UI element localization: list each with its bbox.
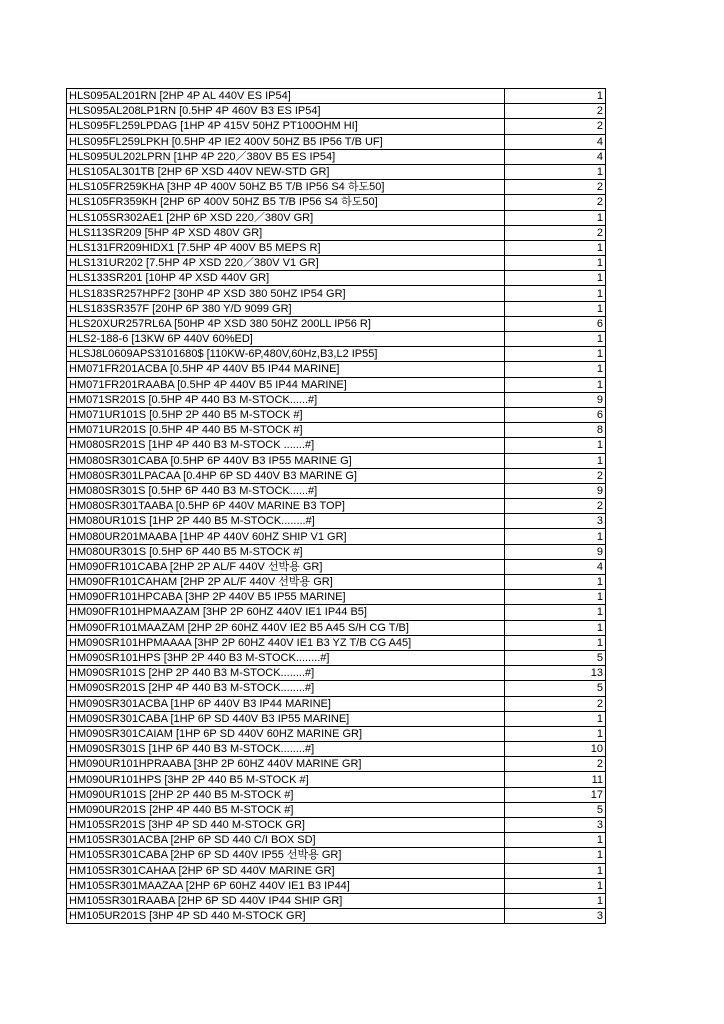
item-description-cell: HM080UR301S [0.5HP 6P 440 B5 M-STOCK #]	[67, 544, 505, 559]
table-row	[67, 362, 606, 377]
item-description-cell: HLS183SR357F [20HP 6P 380 Y/D 9099 GR]	[67, 301, 505, 316]
table-row	[67, 848, 606, 863]
item-description-cell: HM105SR301RAABA [2HP 6P SD 440V IP44 SHIP GR]	[67, 893, 505, 908]
table-row	[67, 681, 606, 696]
item-quantity-cell: 4	[505, 134, 606, 149]
item-quantity-cell: 2	[505, 757, 606, 772]
item-quantity-cell: 5	[505, 681, 606, 696]
item-quantity-cell: 17	[505, 787, 606, 802]
item-description-cell: HLS095AL208LP1RN [0.5HP 4P 460V B3 ES IP54]	[67, 104, 505, 119]
item-quantity-cell: 2	[505, 225, 606, 240]
item-description-cell: HM105SR301ACBA [2HP 6P SD 440 C/I BOX SD]	[67, 833, 505, 848]
table-row	[67, 286, 606, 301]
item-description-cell: HLS20XUR257RL6A [50HP 4P XSD 380 50HZ 200LL IP56 R]	[67, 316, 505, 331]
item-quantity-cell: 6	[505, 407, 606, 422]
item-description-cell: HM090SR101S [2HP 2P 440 B3 M-STOCK........#]	[67, 666, 505, 681]
item-quantity-cell: 2	[505, 468, 606, 483]
table-row	[67, 119, 606, 134]
table-row	[67, 180, 606, 195]
item-quantity-cell: 1	[505, 878, 606, 893]
item-description-cell: HLS183SR257HPF2 [30HP 4P XSD 380 50HZ IP54 GR]	[67, 286, 505, 301]
item-description-cell: HM071UR101S [0.5HP 2P 440 B5 M-STOCK #]	[67, 407, 505, 422]
table-row	[67, 407, 606, 422]
table-row	[67, 590, 606, 605]
item-quantity-cell: 4	[505, 149, 606, 164]
item-description-cell: HLS2-188-6 [13KW 6P 440V 60%ED]	[67, 332, 505, 347]
table-row	[67, 863, 606, 878]
item-description-cell: HM090UR101S [2HP 2P 440 B5 M-STOCK #]	[67, 787, 505, 802]
table-row	[67, 620, 606, 635]
item-description-cell: HM090SR301CABA [1HP 6P SD 440V B3 IP55 MARINE]	[67, 711, 505, 726]
table-row	[67, 529, 606, 544]
item-description-cell: HM105SR301CABA [2HP 6P SD 440V IP55 선박용 GR]	[67, 848, 505, 863]
item-quantity-cell: 1	[505, 377, 606, 392]
item-description-cell: HM090SR301ACBA [1HP 6P 440V B3 IP44 MARINE]	[67, 696, 505, 711]
table-row	[67, 742, 606, 757]
table-row	[67, 332, 606, 347]
table-row	[67, 818, 606, 833]
table-row	[67, 909, 606, 924]
item-description-cell: HM090FR101HPMAAZAM [3HP 2P 60HZ 440V IE1 IP44 B5]	[67, 605, 505, 620]
item-description-cell: HM090SR101HPMAAAA [3HP 2P 60HZ 440V IE1 B3 YZ T/B CG A45]	[67, 635, 505, 650]
item-quantity-cell: 2	[505, 499, 606, 514]
item-quantity-cell: 1	[505, 590, 606, 605]
item-description-cell: HM105UR201S [3HP 4P SD 440 M-STOCK GR]	[67, 909, 505, 924]
item-description-cell: HM090FR101MAAZAM [2HP 2P 60HZ 440V IE2 B5 A45 S/H CG T/B]	[67, 620, 505, 635]
item-description-cell: HM080SR301CABA [0.5HP 6P 440V B3 IP55 MARINE G]	[67, 453, 505, 468]
table-row	[67, 605, 606, 620]
item-description-cell: HLSJ8L0609APS3101680$ [110KW-6P,480V,60Hz,B3,L2 IP55]	[67, 347, 505, 362]
table-row	[67, 240, 606, 255]
item-quantity-cell: 1	[505, 711, 606, 726]
item-quantity-cell: 1	[505, 347, 606, 362]
item-description-cell: HM105SR301MAAZAA [2HP 6P 60HZ 440V IE1 B3 IP44]	[67, 878, 505, 893]
item-description-cell: HLS095FL259LPDAG [1HP 4P 415V 50HZ PT100OHM HI]	[67, 119, 505, 134]
item-quantity-cell: 2	[505, 104, 606, 119]
item-description-cell: HM090FR101CAHAM [2HP 2P AL/F 440V 선박용 GR]	[67, 575, 505, 590]
table-row	[67, 377, 606, 392]
item-quantity-cell: 8	[505, 423, 606, 438]
item-quantity-cell: 9	[505, 544, 606, 559]
table-row	[67, 104, 606, 119]
item-description-cell: HLS105SR302AE1 [2HP 6P XSD 220／380V GR]	[67, 210, 505, 225]
item-description-cell: HM090UR101HPRAABA [3HP 2P 60HZ 440V MARINE GR]	[67, 757, 505, 772]
item-description-cell: HM090UR101HPS [3HP 2P 440 B5 M-STOCK #]	[67, 772, 505, 787]
item-description-cell: HLS095UL202LPRN [1HP 4P 220／380V B5 ES IP54]	[67, 149, 505, 164]
item-quantity-cell: 1	[505, 635, 606, 650]
table-row	[67, 559, 606, 574]
table-row	[67, 392, 606, 407]
item-quantity-cell: 3	[505, 514, 606, 529]
item-quantity-cell: 1	[505, 726, 606, 741]
item-description-cell: HLS105AL301TB [2HP 6P XSD 440V NEW-STD GR]	[67, 164, 505, 179]
table-row	[67, 483, 606, 498]
item-description-cell: HM071FR201RAABA [0.5HP 4P 440V B5 IP44 MARINE]	[67, 377, 505, 392]
item-quantity-cell: 1	[505, 332, 606, 347]
item-quantity-cell: 1	[505, 271, 606, 286]
item-quantity-cell: 1	[505, 362, 606, 377]
item-description-cell: HM080SR201S [1HP 4P 440 B3 M-STOCK .......#]	[67, 438, 505, 453]
item-description-cell: HM080SR301S [0.5HP 6P 440 B3 M-STOCK......#]	[67, 483, 505, 498]
item-quantity-cell: 1	[505, 529, 606, 544]
table-row	[67, 301, 606, 316]
table-row	[67, 195, 606, 210]
item-quantity-cell: 11	[505, 772, 606, 787]
table-row	[67, 514, 606, 529]
item-quantity-cell: 3	[505, 818, 606, 833]
item-quantity-cell: 6	[505, 316, 606, 331]
item-quantity-cell: 1	[505, 89, 606, 104]
item-description-cell: HM105SR301CAHAA [2HP 6P SD 440V MARINE GR]	[67, 863, 505, 878]
item-quantity-cell: 1	[505, 575, 606, 590]
item-quantity-cell: 2	[505, 696, 606, 711]
parts-table-body	[67, 89, 606, 924]
table-row	[67, 149, 606, 164]
table-row	[67, 772, 606, 787]
item-quantity-cell: 1	[505, 240, 606, 255]
table-row	[67, 833, 606, 848]
table-row	[67, 256, 606, 271]
item-quantity-cell: 1	[505, 893, 606, 908]
table-row	[67, 787, 606, 802]
item-quantity-cell: 13	[505, 666, 606, 681]
item-description-cell: HM071SR201S [0.5HP 4P 440 B3 M-STOCK......#]	[67, 392, 505, 407]
item-description-cell: HM080UR101S [1HP 2P 440 B5 M-STOCK........#]	[67, 514, 505, 529]
table-row	[67, 650, 606, 665]
item-quantity-cell: 1	[505, 605, 606, 620]
item-description-cell: HM105SR201S [3HP 4P SD 440 M-STOCK GR]	[67, 818, 505, 833]
item-quantity-cell: 9	[505, 392, 606, 407]
table-row	[67, 878, 606, 893]
item-quantity-cell: 1	[505, 453, 606, 468]
table-row	[67, 499, 606, 514]
item-description-cell: HM090SR301CAIAM [1HP 6P SD 440V 60HZ MARINE GR]	[67, 726, 505, 741]
item-description-cell: HLS133SR201 [10HP 4P XSD 440V GR]	[67, 271, 505, 286]
table-row	[67, 544, 606, 559]
item-quantity-cell: 5	[505, 802, 606, 817]
item-description-cell: HM071UR201S [0.5HP 4P 440 B5 M-STOCK #]	[67, 423, 505, 438]
item-quantity-cell: 1	[505, 164, 606, 179]
item-quantity-cell: 1	[505, 256, 606, 271]
item-quantity-cell: 2	[505, 180, 606, 195]
item-description-cell: HM090SR301S [1HP 6P 440 B3 M-STOCK........#]	[67, 742, 505, 757]
table-row	[67, 453, 606, 468]
table-row	[67, 696, 606, 711]
item-description-cell: HM080UR201MAABA [1HP 4P 440V 60HZ SHIP V1 GR]	[67, 529, 505, 544]
item-quantity-cell: 1	[505, 863, 606, 878]
table-row	[67, 316, 606, 331]
item-quantity-cell: 1	[505, 210, 606, 225]
item-quantity-cell: 1	[505, 438, 606, 453]
table-row	[67, 423, 606, 438]
table-row	[67, 468, 606, 483]
table-row	[67, 893, 606, 908]
item-quantity-cell: 2	[505, 119, 606, 134]
item-description-cell: HM090FR101HPCABA [3HP 2P 440V B5 IP55 MARINE]	[67, 590, 505, 605]
table-row	[67, 711, 606, 726]
table-row	[67, 225, 606, 240]
item-description-cell: HM071FR201ACBA [0.5HP 4P 440V B5 IP44 MARINE]	[67, 362, 505, 377]
table-row	[67, 726, 606, 741]
table-row	[67, 575, 606, 590]
table-row	[67, 164, 606, 179]
item-description-cell: HM080SR301TAABA [0.5HP 6P 440V MARINE B3 TOP]	[67, 499, 505, 514]
item-description-cell: HLS095AL201RN [2HP 4P AL 440V ES IP54]	[67, 89, 505, 104]
item-description-cell: HLS113SR209 [5HP 4P XSD 480V GR]	[67, 225, 505, 240]
item-quantity-cell: 1	[505, 286, 606, 301]
table-row	[67, 802, 606, 817]
table-row	[67, 347, 606, 362]
table-row	[67, 635, 606, 650]
item-description-cell: HM090SR201S [2HP 4P 440 B3 M-STOCK........#]	[67, 681, 505, 696]
item-description-cell: HLS131FR209HIDX1 [7.5HP 4P 400V B5 MEPS R]	[67, 240, 505, 255]
item-description-cell: HM090SR101HPS [3HP 2P 440 B3 M-STOCK........#]	[67, 650, 505, 665]
table-row	[67, 438, 606, 453]
item-description-cell: HM090UR201S [2HP 4P 440 B5 M-STOCK #]	[67, 802, 505, 817]
item-quantity-cell: 10	[505, 742, 606, 757]
table-row	[67, 271, 606, 286]
item-description-cell: HLS095FL259LPKH [0.5HP 4P IE2 400V 50HZ B5 IP56 T/B UF]	[67, 134, 505, 149]
table-row	[67, 134, 606, 149]
item-quantity-cell: 5	[505, 650, 606, 665]
table-row	[67, 89, 606, 104]
table-row	[67, 666, 606, 681]
item-description-cell: HLS105FR359KH [2HP 6P 400V 50HZ B5 T/B IP56 S4 하도50]	[67, 195, 505, 210]
item-quantity-cell: 1	[505, 848, 606, 863]
parts-table	[66, 88, 606, 924]
item-quantity-cell: 3	[505, 909, 606, 924]
item-quantity-cell: 9	[505, 483, 606, 498]
item-description-cell: HLS105FR259KHA [3HP 4P 400V 50HZ B5 T/B IP56 S4 하도50]	[67, 180, 505, 195]
item-quantity-cell: 1	[505, 301, 606, 316]
item-quantity-cell: 1	[505, 833, 606, 848]
item-quantity-cell: 2	[505, 195, 606, 210]
item-quantity-cell: 1	[505, 620, 606, 635]
table-row	[67, 210, 606, 225]
item-description-cell: HM080SR301LPACAA [0.4HP 6P SD 440V B3 MARINE G]	[67, 468, 505, 483]
item-description-cell: HM090FR101CABA [2HP 2P AL/F 440V 선박용 GR]	[67, 559, 505, 574]
table-row	[67, 757, 606, 772]
item-quantity-cell: 4	[505, 559, 606, 574]
item-description-cell: HLS131UR202 [7.5HP 4P XSD 220／380V V1 GR]	[67, 256, 505, 271]
